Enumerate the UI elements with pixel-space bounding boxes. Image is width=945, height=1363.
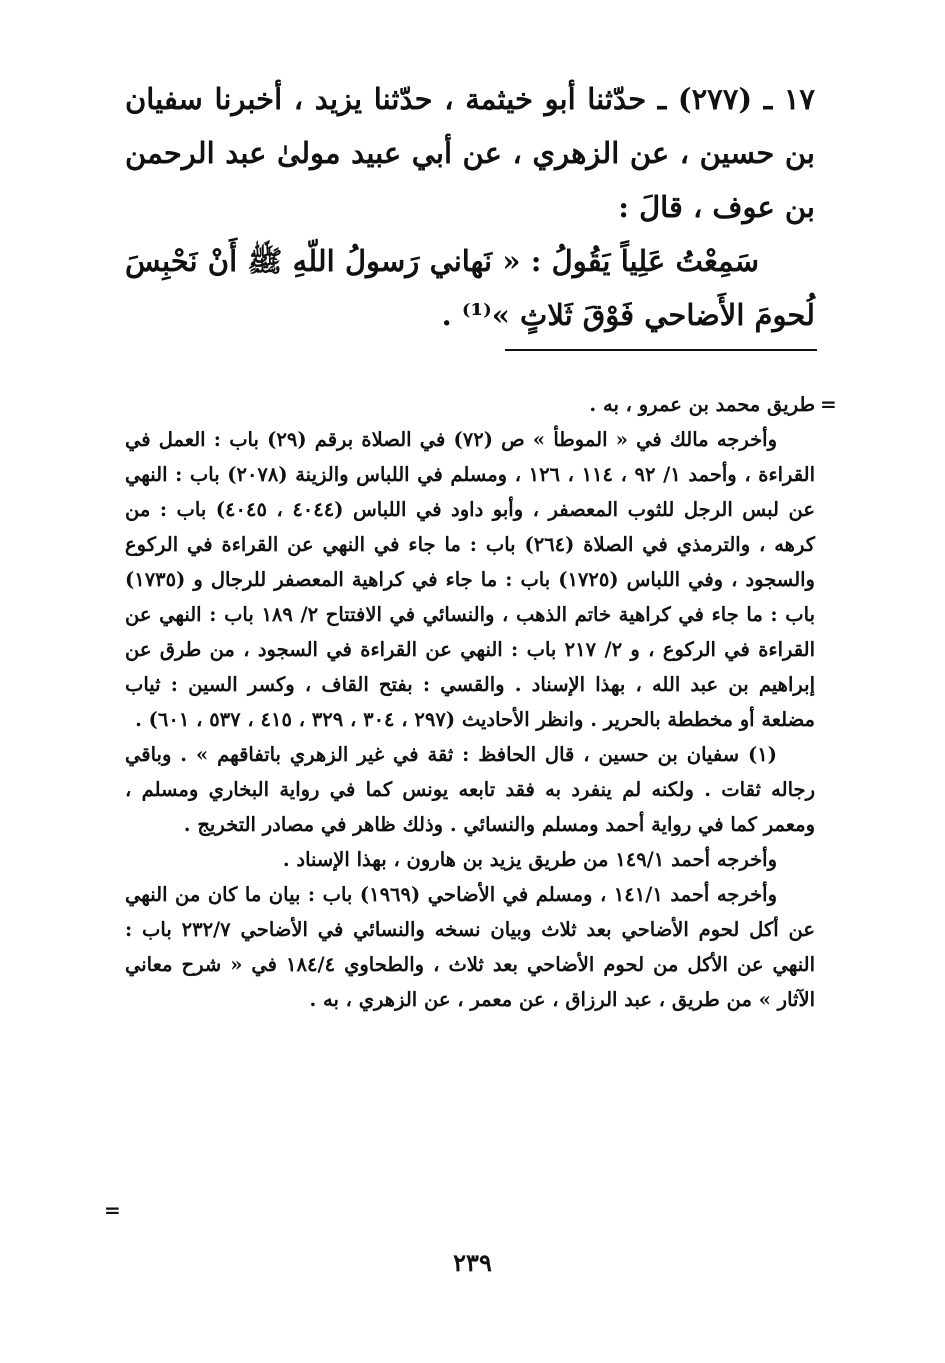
continuation-mark-bottom: =	[104, 1198, 121, 1222]
continuation-mark-top: =	[820, 392, 837, 416]
footnote-takhrij-3: وأخرجه أحمد ١٤١/١ ، ومسلم في الأضاحي (١٩٦٩) باب : بيان ما كان من النهي عن أكل لحوم الأضاحي بعد ثلاث وبيان نسخه والنسائي في الأضاحي ٢٣٢/٧ باب : النهي عن الأكل من لحوم الأضاحي بعد ثلاث ، والطحاوي ١٨٤/٤ في « شرح معاني الآثار » من طريق ، عبد الرزاق ، عن معمر ، عن الزهري ، به .	[125, 883, 815, 1011]
footnote-1: (١) سفيان بن حسين ، قال الحافظ : ثقة في غير الزهري باتفاقهم » . وباقي رجاله ثقات . ولكنه لم ينفرد به فقد تابعه يونس كما في رواية البخاري ومسلم ، ومعمر كما في رواية أحمد ومسلم والنسائي . وذلك ظاهر في مصادر التخريج .	[125, 743, 815, 836]
footnote-takhrij: وأخرجه مالك في « الموطأ » ص (٧٢) في الصلاة برقم (٢٩) باب : العمل في القراءة ، وأحمد ١/ ٩٢ ، ١١٤ ، ١٢٦ ، ومسلم في اللباس والزينة (٢٠٧٨) باب : النهي عن لبس الرجل للثوب المعصفر ، وأبو داود في اللباس (٤٠٤٤ ، ٤٠٤٥) باب : من كرهه ، والترمذي في الصلاة (٢٦٤) باب : ما جاء في النهي عن القراءة في الركوع والسجود ، وفي اللباس (١٧٢٥) باب : ما جاء في كراهية المعصفر للرجال و (١٧٣٥) باب : ما جاء في كراهية خاتم الذهب ، والنسائي في الافتتاح ٢/ ١٨٩ باب : النهي عن القراءة في الركوع ، و ٢/ ٢١٧ باب : النهي عن القراءة في السجود ، من طرق عن إبراهيم بن عبد الله ، بهذا الإسناد . والقسي : بفتح القاف ، وكسر السين : ثياب مضلعة أو مخططة بالحرير . وانظر الأحاديث (٢٩٧ ، ٣٠٤ ، ٣٢٩ ، ٤١٥ ، ٥٣٧ ، ٦٠١) .	[125, 428, 816, 731]
hadith-text	[125, 72, 815, 342]
hadith-isnad: ١٧ ـ (٢٧٧) ـ حدّثنا أبو خيثمة ، حدّثنا يزيد ، أخبرنا سفيان بن حسين ، عن الزهري ، عن أبي عبيد مولىٰ عبد الرحمن بن عوف ، قالَ :	[125, 82, 815, 224]
page-number: ٢٣٩	[453, 1248, 492, 1277]
hadith-matn: سَمِعْتُ عَلِياً يَقُولُ : « نَهاني رَسولُ اللّهِ ﷺ أَنْ نَحْبِسَ لُحومَ الأَضاحي فَوْقَ ثَلاثٍ »⁽¹⁾ .	[125, 244, 815, 332]
footnote-takhrij-2: وأخرجه أحمد ١٤٩/١ من طريق يزيد بن هارون ، بهذا الإسناد .	[282, 848, 777, 871]
footnote-continuation: طريق محمد بن عمرو ، به .	[589, 393, 815, 416]
footnotes	[125, 387, 815, 1017]
footnote-divider	[505, 349, 817, 351]
